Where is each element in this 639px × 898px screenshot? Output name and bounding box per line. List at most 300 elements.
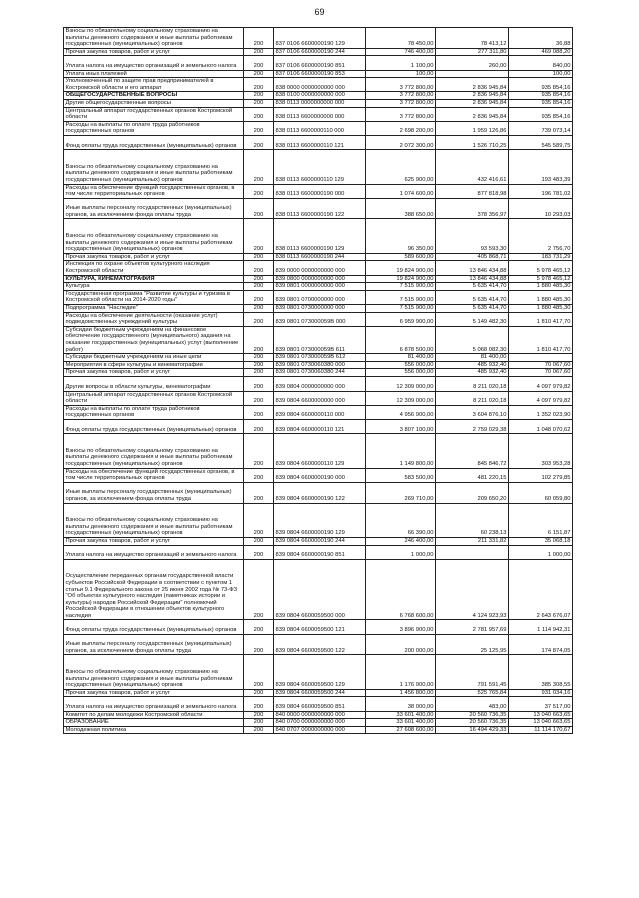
row-classification: 840 0000 0000000000 000: [274, 711, 366, 719]
row-remaining-amount: 13 040 663,65: [509, 719, 573, 727]
row-classification: 839 0804 6600000190 244: [274, 537, 366, 545]
table-row: [64, 107, 573, 121]
table-row: [64, 689, 573, 697]
row-planned-amount: 33 601 400,00: [366, 719, 436, 727]
row-code: 200: [244, 391, 274, 405]
row-remaining-amount: 5 978 465,12: [509, 275, 573, 283]
row-executed-amount: 4 124 923,93: [436, 559, 509, 620]
row-classification: 839 0804 6600059500 129: [274, 655, 366, 689]
row-executed-amount: 209 650,20: [436, 482, 509, 503]
row-remaining-amount: 1 810 417,70: [509, 326, 573, 353]
row-name: Иные выплаты персоналу государственных (муниципальных) органов, за исключением фонда оплаты труда: [64, 198, 244, 219]
table-row: [64, 559, 573, 620]
row-name: Взносы по обязательному социальному страхованию на выплаты денежного содержания и иные выплаты работникам государственных (муниципальных) органов: [64, 434, 244, 468]
table-row: [64, 150, 573, 184]
row-name: Фонд оплаты труда государственных (муниципальных) органов: [64, 419, 244, 433]
row-name: Государственная программа "Развитие культуры и туризма в Костромской области на 2014-2020 годы": [64, 290, 244, 304]
row-executed-amount: 20 560 736,35: [436, 719, 509, 727]
row-planned-amount: 1 000,00: [366, 545, 436, 559]
table-row: [64, 719, 573, 727]
row-planned-amount: 6 959 900,00: [366, 312, 436, 326]
table-row: [64, 697, 573, 711]
table-row: [64, 135, 573, 149]
row-code: 200: [244, 290, 274, 304]
table-body: [64, 28, 573, 734]
row-classification: 839 0801 0730000000 000: [274, 305, 366, 313]
row-planned-amount: 3 772 800,00: [366, 99, 436, 107]
row-classification: 839 0804 6600000110 000: [274, 405, 366, 419]
row-remaining-amount: 70 067,60: [509, 361, 573, 369]
row-name: Субсидии бюджетным учреждениям на финансовое обеспечение государственного (муниципального) задания на оказание государственных (муниципальных) услуг (выполнение работ): [64, 326, 244, 353]
row-code: 200: [244, 135, 274, 149]
row-executed-amount: 481 220,15: [436, 468, 509, 482]
row-executed-amount: 432 416,61: [436, 150, 509, 184]
row-planned-amount: 100,00: [366, 70, 436, 78]
row-remaining-amount: 13 040 663,65: [509, 711, 573, 719]
row-remaining-amount: 935 854,16: [509, 99, 573, 107]
row-code: 200: [244, 92, 274, 100]
row-name: Взносы по обязательному социальному страхованию на выплаты денежного содержания и иные выплаты работникам государственных (муниципальных) органов: [64, 28, 244, 49]
row-executed-amount: 2 836 945,84: [436, 92, 509, 100]
row-executed-amount: 16 494 429,33: [436, 726, 509, 734]
row-classification: 837 0106 6600000190 853: [274, 70, 366, 78]
row-classification: 838 0113 6600000190 122: [274, 198, 366, 219]
row-classification: 839 0804 6600000190 000: [274, 468, 366, 482]
row-classification: 837 0106 6600000190 129: [274, 28, 366, 49]
row-remaining-amount: 35 068,18: [509, 537, 573, 545]
row-name: Взносы по обязательному социальному страхованию на выплаты денежного содержания и иные выплаты работникам государственных (муниципальных) органов: [64, 655, 244, 689]
row-executed-amount: 877 818,98: [436, 184, 509, 198]
row-name: Уполномоченный по защите прав предпринимателей в Костромской области и его аппарат: [64, 78, 244, 92]
row-code: 200: [244, 150, 274, 184]
row-planned-amount: 7 515 900,00: [366, 283, 436, 291]
row-name: Центральный аппарат государственных органов Костромской области: [64, 107, 244, 121]
row-classification: 839 0804 6600059500 000: [274, 559, 366, 620]
row-classification: 839 0804 6600000190 122: [274, 482, 366, 503]
row-planned-amount: 38 000,00: [366, 697, 436, 711]
row-planned-amount: 4 956 900,00: [366, 405, 436, 419]
row-executed-amount: 845 846,72: [436, 434, 509, 468]
row-classification: 839 0801 073000059В 612: [274, 354, 366, 362]
row-executed-amount: 78 413,12: [436, 28, 509, 49]
row-planned-amount: 583 500,00: [366, 468, 436, 482]
row-name: Иные выплаты персоналу государственных (муниципальных) органов, за исключением фонда оплаты труда: [64, 482, 244, 503]
row-classification: 839 0804 6600000110 129: [274, 434, 366, 468]
table-row: [64, 92, 573, 100]
row-remaining-amount: 385 308,55: [509, 655, 573, 689]
row-planned-amount: 12 309 000,00: [366, 376, 436, 391]
table-row: [64, 503, 573, 537]
row-remaining-amount: 11 114 170,67: [509, 726, 573, 734]
table-row: [64, 253, 573, 261]
row-classification: 838 0113 6600000190 000: [274, 184, 366, 198]
row-name: Иные выплаты персоналу государственных (муниципальных) органов, за исключением фонда оплаты труда: [64, 634, 244, 655]
row-remaining-amount: 60 059,80: [509, 482, 573, 503]
row-classification: 838 0113 6600000110 129: [274, 150, 366, 184]
row-code: 200: [244, 369, 274, 377]
row-remaining-amount: 36,88: [509, 28, 573, 49]
row-code: 200: [244, 559, 274, 620]
row-name: Подпрограмма "Наследие": [64, 305, 244, 313]
row-remaining-amount: 931 034,16: [509, 689, 573, 697]
table-row: [64, 726, 573, 734]
row-classification: 838 0113 6600000110 121: [274, 135, 366, 149]
row-planned-amount: 3 896 900,00: [366, 620, 436, 634]
row-code: 200: [244, 28, 274, 49]
row-executed-amount: 260,00: [436, 56, 509, 70]
row-name: Молодежная политика: [64, 726, 244, 734]
row-name: Прочая закупка товаров, работ и услуг: [64, 537, 244, 545]
row-code: 200: [244, 361, 274, 369]
row-name: Прочая закупка товаров, работ и услуг: [64, 253, 244, 261]
row-remaining-amount: 174 874,05: [509, 634, 573, 655]
row-executed-amount: 25 125,95: [436, 634, 509, 655]
row-executed-amount: 60 238,13: [436, 503, 509, 537]
row-classification: 839 0804 6600059500 122: [274, 634, 366, 655]
row-code: 200: [244, 719, 274, 727]
row-planned-amount: 3 772 800,00: [366, 78, 436, 92]
row-code: 200: [244, 326, 274, 353]
row-planned-amount: 3 772 800,00: [366, 92, 436, 100]
row-remaining-amount: 70 067,60: [509, 369, 573, 377]
row-classification: 840 0707 0000000000 000: [274, 726, 366, 734]
row-executed-amount: 2 759 029,38: [436, 419, 509, 433]
row-name: Инспекция по охране объектов культурного наследия Костромской области: [64, 261, 244, 275]
row-remaining-amount: 1 880 485,30: [509, 283, 573, 291]
row-name: Фонд оплаты труда государственных (муниципальных) органов: [64, 620, 244, 634]
row-executed-amount: 5 635 414,70: [436, 283, 509, 291]
row-classification: 839 0804 6600059500 851: [274, 697, 366, 711]
row-planned-amount: 1 149 800,00: [366, 434, 436, 468]
table-row: [64, 405, 573, 419]
row-name: Расходы на выплаты по оплате труда работников государственных органов: [64, 405, 244, 419]
row-planned-amount: 7 515 900,00: [366, 290, 436, 304]
row-code: 200: [244, 48, 274, 56]
row-remaining-amount: 100,00: [509, 70, 573, 78]
row-executed-amount: 2 836 945,84: [436, 99, 509, 107]
row-remaining-amount: 37 517,00: [509, 697, 573, 711]
row-code: 200: [244, 99, 274, 107]
row-executed-amount: 791 591,45: [436, 655, 509, 689]
row-planned-amount: 388 650,00: [366, 198, 436, 219]
row-name: Фонд оплаты труда государственных (муниципальных) органов: [64, 135, 244, 149]
row-remaining-amount: 10 293,03: [509, 198, 573, 219]
row-planned-amount: 589 600,00: [366, 253, 436, 261]
row-executed-amount: 81 400,00: [436, 354, 509, 362]
row-name: Уплата налога на имущество организаций и земельного налога: [64, 545, 244, 559]
table-row: [64, 275, 573, 283]
row-executed-amount: 1 959 126,86: [436, 121, 509, 135]
row-executed-amount: 277 311,80: [436, 48, 509, 56]
row-remaining-amount: 5 978 465,12: [509, 261, 573, 275]
row-code: 200: [244, 354, 274, 362]
row-remaining-amount: 1 880 485,30: [509, 305, 573, 313]
table-row: [64, 28, 573, 49]
row-remaining-amount: 193 483,39: [509, 150, 573, 184]
row-remaining-amount: 545 589,75: [509, 135, 573, 149]
row-executed-amount: 1 526 710,25: [436, 135, 509, 149]
page-number: 69: [314, 7, 325, 17]
row-classification: 839 0000 0000000000 000: [274, 261, 366, 275]
row-planned-amount: 78 450,00: [366, 28, 436, 49]
row-remaining-amount: 840,00: [509, 56, 573, 70]
row-code: 200: [244, 697, 274, 711]
table-row: [64, 56, 573, 70]
row-executed-amount: 485 932,40: [436, 361, 509, 369]
row-code: 200: [244, 434, 274, 468]
row-classification: 839 0801 073000059В 000: [274, 312, 366, 326]
row-remaining-amount: 935 854,16: [509, 78, 573, 92]
row-remaining-amount: [509, 354, 573, 362]
row-code: 200: [244, 376, 274, 391]
row-planned-amount: 27 608 600,00: [366, 726, 436, 734]
table-row: [64, 545, 573, 559]
row-planned-amount: 625 900,00: [366, 150, 436, 184]
row-planned-amount: 6 768 600,00: [366, 559, 436, 620]
row-code: 200: [244, 620, 274, 634]
row-code: 200: [244, 305, 274, 313]
row-name: Центральный аппарат государственных органов Костромской области: [64, 391, 244, 405]
table-row: [64, 369, 573, 377]
row-name: ОБРАЗОВАНИЕ: [64, 719, 244, 727]
row-remaining-amount: 303 953,28: [509, 434, 573, 468]
table-row: [64, 711, 573, 719]
row-name: Прочая закупка товаров, работ и услуг: [64, 369, 244, 377]
row-classification: 837 0106 6600000190 244: [274, 48, 366, 56]
row-classification: 839 0804 6600000000 000: [274, 391, 366, 405]
row-name: Субсидии бюджетным учреждениям на иные цели: [64, 354, 244, 362]
row-planned-amount: 33 601 400,00: [366, 711, 436, 719]
row-name: Осуществление переданных органам государственной власти субъектов Российской Федерации в соответствии с пунктом 1 статьи 9.1 Федерального закона от 25 июня 2002 года № 73-ФЗ "Об объектах культурного наследия (памятниках истории и культуры) народов Российской Федерации" полномочий Российской Федерации в отношении объектов культурного наследия: [64, 559, 244, 620]
row-classification: 840 0700 0000000000 000: [274, 719, 366, 727]
row-code: 200: [244, 711, 274, 719]
row-name: Расходы на обеспечение функций государственных органов, в том числе территориальных органов: [64, 184, 244, 198]
row-executed-amount: 211 331,82: [436, 537, 509, 545]
row-name: Прочая закупка товаров, работ и услуг: [64, 689, 244, 697]
row-executed-amount: 8 211 020,18: [436, 391, 509, 405]
row-code: 200: [244, 121, 274, 135]
table-row: [64, 468, 573, 482]
row-code: 200: [244, 184, 274, 198]
row-code: 200: [244, 56, 274, 70]
row-classification: 838 0113 6600000000 000: [274, 107, 366, 121]
table-row: [64, 419, 573, 433]
row-classification: 839 0804 6600000110 121: [274, 419, 366, 433]
table-row: [64, 290, 573, 304]
row-remaining-amount: 2 643 676,07: [509, 559, 573, 620]
row-name: Другие вопросы в области культуры, кинематографии: [64, 376, 244, 391]
row-code: 200: [244, 503, 274, 537]
row-remaining-amount: 4 097 979,82: [509, 376, 573, 391]
table-row: [64, 391, 573, 405]
row-executed-amount: 5 068 082,30: [436, 326, 509, 353]
row-classification: 838 0113 6600000110 000: [274, 121, 366, 135]
row-remaining-amount: 1 880 485,30: [509, 290, 573, 304]
row-code: 200: [244, 312, 274, 326]
table-row: [64, 70, 573, 78]
row-classification: 839 0804 6600000190 129: [274, 503, 366, 537]
row-executed-amount: 3 604 876,10: [436, 405, 509, 419]
row-executed-amount: 5 149 482,30: [436, 312, 509, 326]
table-row: [64, 283, 573, 291]
table-row: [64, 634, 573, 655]
row-name: Взносы по обязательному социальному страхованию на выплаты денежного содержания и иные выплаты работникам государственных (муниципальных) органов: [64, 503, 244, 537]
row-planned-amount: 6 878 500,00: [366, 326, 436, 353]
row-executed-amount: 485 932,40: [436, 369, 509, 377]
row-planned-amount: 1 074 600,00: [366, 184, 436, 198]
row-code: 200: [244, 689, 274, 697]
row-executed-amount: [436, 70, 509, 78]
row-code: 200: [244, 275, 274, 283]
row-code: 200: [244, 634, 274, 655]
row-classification: 837 0106 6600000190 851: [274, 56, 366, 70]
row-name: Прочая закупка товаров, работ и услуг: [64, 48, 244, 56]
row-classification: 839 0801 0700000000 000: [274, 290, 366, 304]
row-executed-amount: 378 356,97: [436, 198, 509, 219]
row-planned-amount: 19 824 900,00: [366, 261, 436, 275]
row-name: Расходы на обеспечение функций государственных органов, в том числе территориальных органов: [64, 468, 244, 482]
row-classification: 839 0801 0730060380 000: [274, 361, 366, 369]
row-executed-amount: 8 211 020,18: [436, 376, 509, 391]
row-code: 200: [244, 219, 274, 253]
table-row: [64, 655, 573, 689]
row-classification: 839 0804 6600059500 244: [274, 689, 366, 697]
row-classification: 838 0113 6600000190 129: [274, 219, 366, 253]
row-remaining-amount: 1 114 942,31: [509, 620, 573, 634]
row-planned-amount: 246 400,00: [366, 537, 436, 545]
row-planned-amount: 3 772 800,00: [366, 107, 436, 121]
row-planned-amount: 66 390,00: [366, 503, 436, 537]
row-code: 200: [244, 405, 274, 419]
row-name: Мероприятия в сфере культуры и кинематографии: [64, 361, 244, 369]
table-row: [64, 78, 573, 92]
row-planned-amount: 81 400,00: [366, 354, 436, 362]
row-executed-amount: 5 635 414,70: [436, 290, 509, 304]
row-planned-amount: 12 309 000,00: [366, 391, 436, 405]
row-classification: 839 0801 073000059В 611: [274, 326, 366, 353]
row-remaining-amount: 1 048 070,62: [509, 419, 573, 433]
row-remaining-amount: 469 088,20: [509, 48, 573, 56]
row-remaining-amount: 1 810 417,70: [509, 312, 573, 326]
row-name: Уплата иных платежей: [64, 70, 244, 78]
row-code: 200: [244, 655, 274, 689]
row-planned-amount: 269 710,00: [366, 482, 436, 503]
row-classification: 838 0000 0000000000 000: [274, 78, 366, 92]
table-row: [64, 537, 573, 545]
row-classification: 838 0113 0000000000 000: [274, 99, 366, 107]
row-remaining-amount: 6 151,87: [509, 503, 573, 537]
row-name: Расходы на выплаты по оплате труда работников государственных органов: [64, 121, 244, 135]
table-row: [64, 620, 573, 634]
row-name: Взносы по обязательному социальному страхованию на выплаты денежного содержания и иные выплаты работникам государственных (муниципальных) органов: [64, 219, 244, 253]
row-name: Уплата налога на имущество организаций и земельного налога: [64, 697, 244, 711]
table-row: [64, 99, 573, 107]
row-name: КУЛЬТУРА, КИНЕМАТОГРАФИЯ: [64, 275, 244, 283]
row-executed-amount: 405 868,71: [436, 253, 509, 261]
row-remaining-amount: 935 854,16: [509, 107, 573, 121]
row-code: 200: [244, 253, 274, 261]
row-classification: 839 0804 0000000000 000: [274, 376, 366, 391]
row-planned-amount: 7 515 900,00: [366, 305, 436, 313]
row-code: 200: [244, 468, 274, 482]
row-code: 200: [244, 78, 274, 92]
row-remaining-amount: 102 279,85: [509, 468, 573, 482]
row-planned-amount: 1 100,00: [366, 56, 436, 70]
row-code: 200: [244, 70, 274, 78]
row-name: Комитет по делам молодежи Костромской области: [64, 711, 244, 719]
row-planned-amount: 1 456 800,00: [366, 689, 436, 697]
row-remaining-amount: 1 000,00: [509, 545, 573, 559]
row-remaining-amount: 739 073,14: [509, 121, 573, 135]
row-planned-amount: 1 176 900,00: [366, 655, 436, 689]
row-classification: 839 0804 6600059500 121: [274, 620, 366, 634]
row-executed-amount: 13 846 434,88: [436, 261, 509, 275]
table-row: [64, 48, 573, 56]
row-executed-amount: 93 593,30: [436, 219, 509, 253]
table-row: [64, 305, 573, 313]
row-remaining-amount: 196 781,02: [509, 184, 573, 198]
table-row: [64, 361, 573, 369]
row-planned-amount: 2 072 300,00: [366, 135, 436, 149]
row-code: 200: [244, 261, 274, 275]
table-row: [64, 261, 573, 275]
row-name: Уплата налога на имущество организаций и земельного налога: [64, 56, 244, 70]
row-executed-amount: 2 836 945,84: [436, 78, 509, 92]
table-row: [64, 121, 573, 135]
row-planned-amount: 200 000,00: [366, 634, 436, 655]
table-row: [64, 198, 573, 219]
row-code: 200: [244, 482, 274, 503]
table-row: [64, 312, 573, 326]
row-planned-amount: 556 000,00: [366, 369, 436, 377]
row-remaining-amount: 2 756,70: [509, 219, 573, 253]
table-row: [64, 219, 573, 253]
table-row: [64, 354, 573, 362]
row-remaining-amount: 4 097 979,82: [509, 391, 573, 405]
row-code: 200: [244, 545, 274, 559]
row-name: Другие общегосударственные вопросы: [64, 99, 244, 107]
row-name: ОБЩЕГОСУДАРСТВЕННЫЕ ВОПРОСЫ: [64, 92, 244, 100]
row-planned-amount: 556 000,00: [366, 361, 436, 369]
row-remaining-amount: 935 854,16: [509, 92, 573, 100]
row-code: 200: [244, 107, 274, 121]
row-planned-amount: 746 400,00: [366, 48, 436, 56]
row-remaining-amount: 1 352 023,90: [509, 405, 573, 419]
row-executed-amount: 2 781 957,69: [436, 620, 509, 634]
row-executed-amount: 2 836 945,84: [436, 107, 509, 121]
row-name: Культура: [64, 283, 244, 291]
table-row: [64, 184, 573, 198]
row-code: 200: [244, 419, 274, 433]
row-name: Расходы на обеспечение деятельности (оказание услуг) подведомственных учреждений культуры: [64, 312, 244, 326]
row-executed-amount: [436, 545, 509, 559]
row-executed-amount: 483,00: [436, 697, 509, 711]
table-row: [64, 482, 573, 503]
row-code: 200: [244, 537, 274, 545]
table-row: [64, 326, 573, 353]
row-classification: 839 0801 0000000000 000: [274, 283, 366, 291]
row-code: 200: [244, 726, 274, 734]
row-planned-amount: 3 807 100,00: [366, 419, 436, 433]
row-classification: 839 0801 0730060380 244: [274, 369, 366, 377]
row-remaining-amount: 183 731,29: [509, 253, 573, 261]
row-code: 200: [244, 198, 274, 219]
row-classification: 839 0804 6600000190 851: [274, 545, 366, 559]
row-executed-amount: 5 635 414,70: [436, 305, 509, 313]
table-row: [64, 376, 573, 391]
row-code: 200: [244, 283, 274, 291]
row-classification: 838 0113 6600000190 244: [274, 253, 366, 261]
